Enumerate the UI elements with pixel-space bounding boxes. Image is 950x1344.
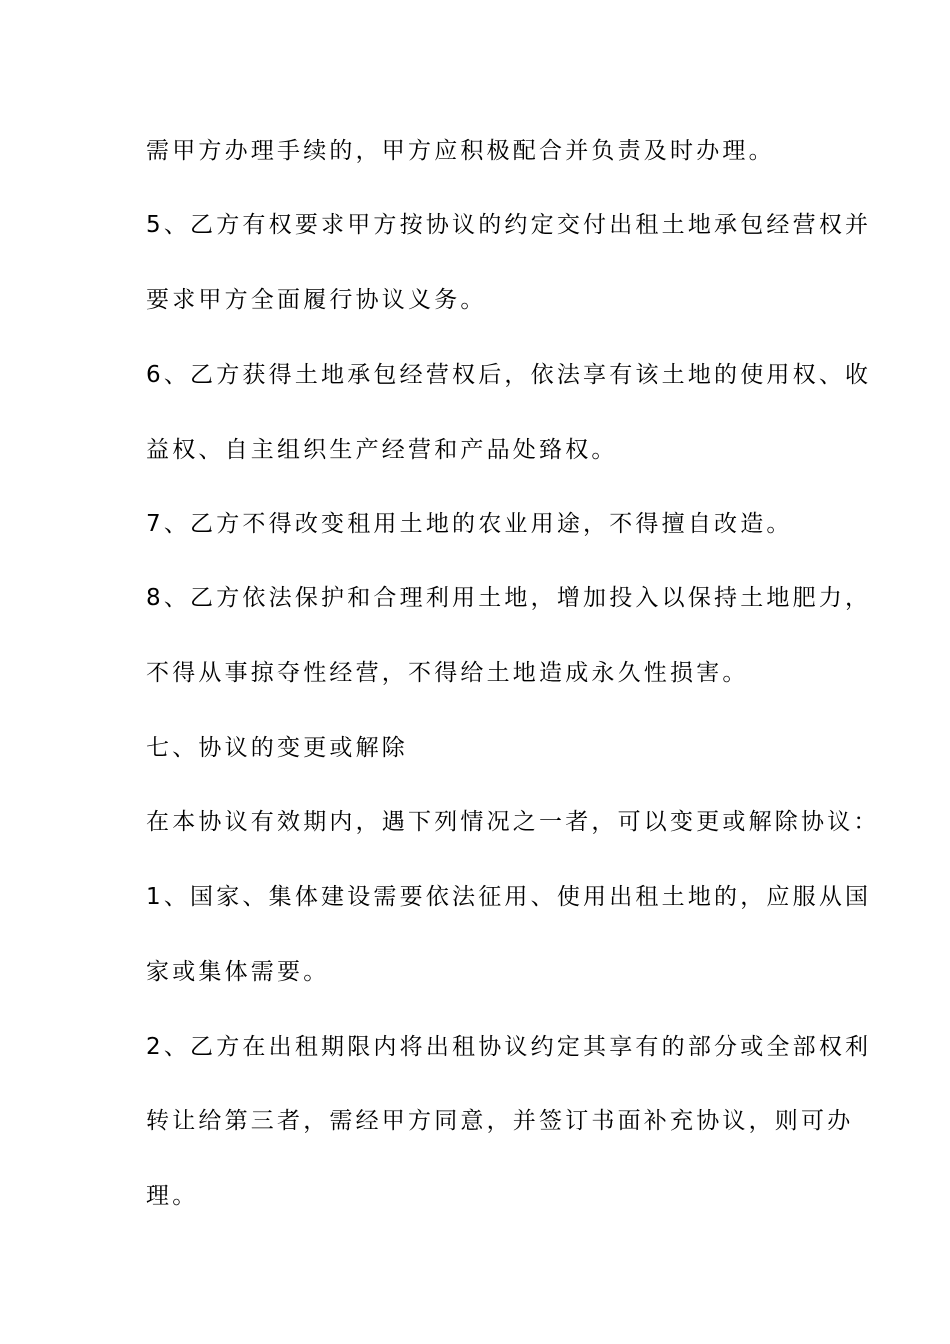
text-line: 需甲方办理手续的，甲方应积极配合并负责及时办理。: [146, 138, 775, 164]
text-line: 家或集体需要。: [146, 959, 330, 985]
text-line: 转让给第三者，需经甲方同意，并签订书面补充协议，则可办: [146, 1108, 854, 1134]
text-line: 2、乙方在出租期限内将出租协议约定其享有的部分或全部权利: [146, 1034, 872, 1060]
text-line: 1、国家、集体建设需要依法征用、使用出租土地的，应服从国: [146, 884, 872, 910]
text-line: 8、乙方依法保护和合理利用土地，增加投入以保持土地肥力，: [146, 585, 872, 611]
text-line: 理。: [146, 1183, 199, 1209]
text-line: 益权、自主组织生产经营和产品处臵权。: [146, 437, 618, 463]
text-line: 在本协议有效期内，遇下列情况之一者，可以变更或解除协议：: [146, 809, 880, 835]
text-line: 7、乙方不得改变租用土地的农业用途，不得擅自改造。: [146, 511, 793, 537]
text-line: 6、乙方获得土地承包经营权后，依法享有该土地的使用权、收: [146, 362, 872, 388]
text-line: 要求甲方全面履行协议义务。: [146, 287, 487, 313]
text-line: 不得从事掠夺性经营，不得给土地造成永久性损害。: [146, 660, 749, 686]
text-line: 5、乙方有权要求甲方按协议的约定交付出租土地承包经营权并: [146, 212, 872, 238]
section-heading: 七、协议的变更或解除: [146, 735, 408, 761]
